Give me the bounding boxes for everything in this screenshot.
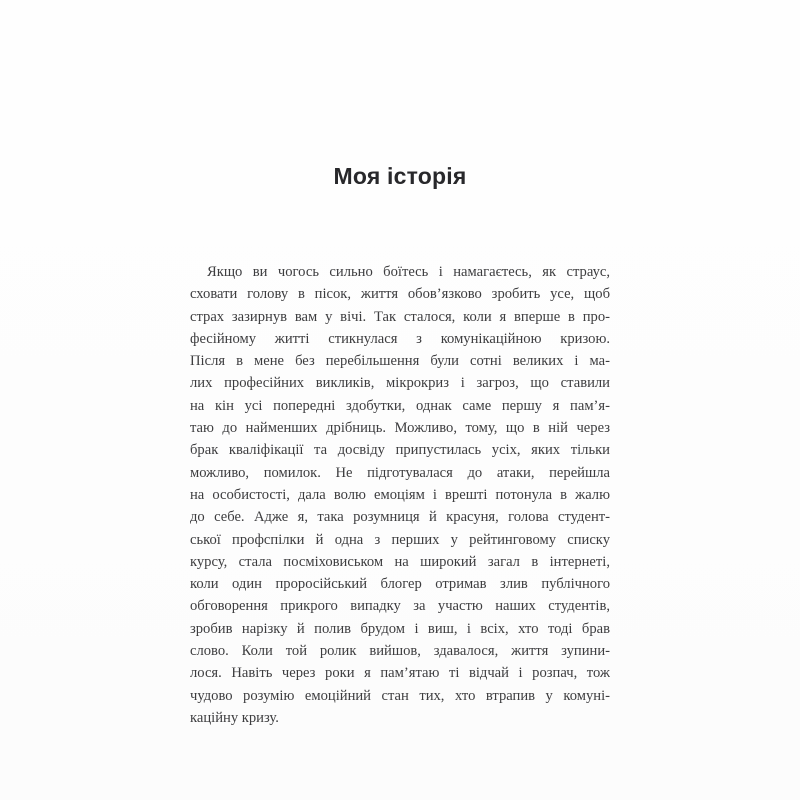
paragraph-line: можливо, помилок. Не підготувалася до атаки, перейшла: [190, 464, 610, 481]
paragraph-line: чудово розумію емоційний стан тих, хто втрапив у комуні-: [190, 687, 610, 704]
paragraph-line: лих професійних викликів, мікрокриз і загроз, що ставили: [190, 375, 610, 392]
paragraph-line: брак кваліфікації та досвіду припустилась усіх, яких тільки: [190, 442, 610, 459]
paragraph-line: до себе. Адже я, така розумниця й красуня, голова студент-: [190, 509, 610, 526]
paragraph-line: курсу, стала посміховиськом на широкий загал в інтернеті,: [190, 553, 610, 570]
paragraph-line: Після в мене без перебільшення були сотні великих і ма-: [190, 353, 610, 370]
paragraph-line: ської профспілки й одна з перших у рейтинговому списку: [190, 531, 610, 548]
paragraph-line: на кін усі попередні здобутки, однак саме першу я пам’я-: [190, 397, 610, 414]
paragraph-line: слово. Коли той ролик вийшов, здавалося, життя зупини-: [190, 643, 610, 660]
paragraph-line: сховати голову в пісок, життя обов’язково зробить усе, щоб: [190, 286, 610, 303]
paragraph-line: на особистості, дала волю емоціям і врешті потонула в жалю: [190, 486, 610, 503]
paragraph-line: таю до найменших дрібниць. Можливо, тому, що в ній через: [190, 420, 610, 437]
paragraph-line: Якщо ви чогось сильно боїтесь і намагаєтесь, як страус,: [207, 264, 610, 280]
paragraph-line: коли один проросійський блогер отримав злив публічного: [190, 576, 610, 593]
paragraph-line: каційну кризу.: [190, 709, 279, 726]
body-paragraph: [190, 261, 610, 729]
paragraph-line: лося. Навіть через роки я пам’ятаю ті відчай і розпач, тож: [190, 665, 610, 682]
chapter-title: Моя історія: [333, 163, 467, 189]
paragraph-line: обговорення прикрого випадку за участю наших студентів,: [190, 598, 610, 615]
paragraph-line: фесійному житті стикнулася з комунікаційною кризою.: [190, 330, 610, 347]
paragraph-line: страх зазирнув вам у вічі. Так сталося, коли я вперше в про-: [190, 308, 610, 325]
paragraph-line: зробив нарізку й полив брудом і виш, і всіх, хто тоді брав: [190, 620, 610, 637]
